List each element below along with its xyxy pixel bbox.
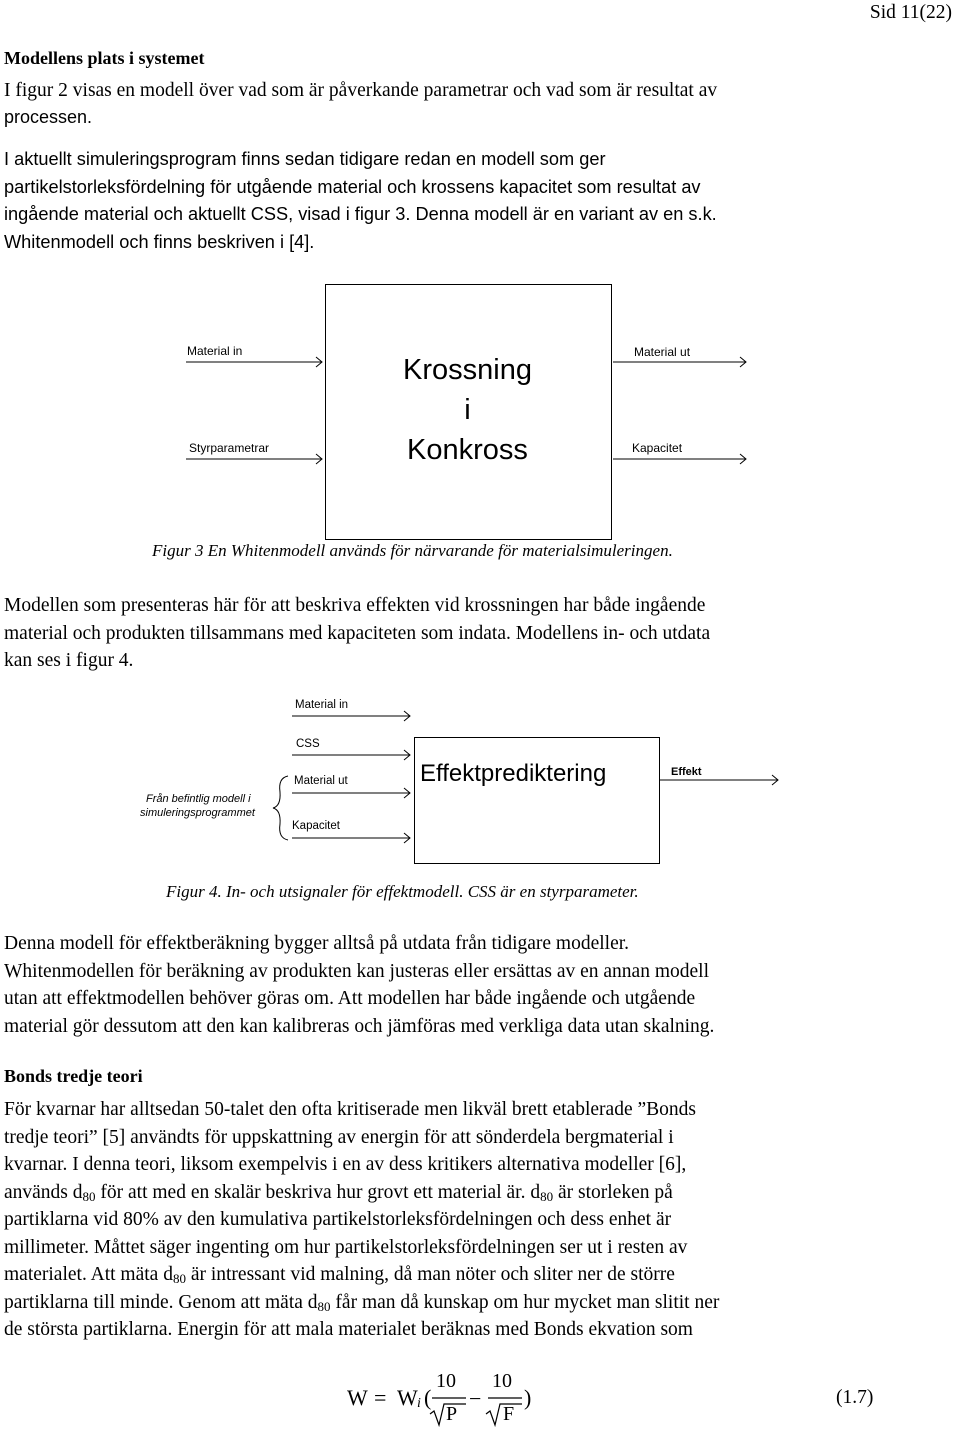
text-line: utan att effektmodellen behöver göras om. Att modellen har både ingående och utgående: [4, 988, 696, 1009]
section-heading-modellens-plats: Modellens plats i systemet: [4, 48, 205, 68]
text-line: Modellen som presenteras här för att beskriva effekten vid krossningen har både ingående: [4, 595, 706, 616]
text-line: partiklarna vid 80% av den kumulativa partikelstorleksfördelningen och dess enhet är: [4, 1209, 672, 1230]
text-line: används $d_{80}$ för att med en skalär beskriva hur grovt ett material är. $d_{80}$ är storleken på: [4, 1181, 673, 1204]
figure-4-caption: Figur 4. In- och utsignaler för effektmodell. CSS är en styrparameter.: [166, 882, 639, 901]
page-number: Sid 11(22): [869, 2, 952, 23]
eq-equals: =: [374, 1385, 387, 1410]
eq-minus: −: [469, 1386, 482, 1411]
text-line: Whitenmodellen för beräkning av produkten kan justeras eller ersättas av en annan modell: [4, 960, 709, 982]
eq-w-sub: i: [417, 1396, 421, 1411]
text-line: ingående material och aktuellt CSS, visad i figur 3. Denna modell är en variant av en s.k.: [4, 204, 717, 224]
text-line: processen.: [4, 107, 93, 127]
eq-close-paren: ): [524, 1385, 532, 1410]
text-line: partiklarna till minde. Genom att mäta $d_{80}$ får man då kunskap om hur mycket man slitit ner: [4, 1291, 720, 1314]
eq-number: (1.7): [836, 1387, 874, 1408]
figure-4-input-label: Material in: [295, 699, 349, 711]
eq-w: W: [397, 1385, 418, 1410]
figure-3-output-label: Material ut: [634, 345, 691, 359]
text-line: partikelstorleksfördelning för utgående material och krossens kapacitet som resultat av: [4, 176, 701, 197]
figure-4-input-label: CSS: [296, 738, 320, 750]
eq-num-2: 10: [492, 1370, 512, 1392]
figure-3-box-label: Krossning i Konkross: [403, 354, 532, 466]
text-line: I aktuellt simuleringsprogram finns sedan tidigare redan en modell som ger: [4, 149, 606, 169]
text-line: Denna modell för effektberäkning bygger alltså på utdata från tidigare modeller.: [4, 933, 630, 954]
text-line: I figur 2 visas en modell över vad som är påverkande parametrar och vad som är resultat av: [4, 80, 718, 101]
text-line: material gör dessutom att den kan kalibreras och jämföras med verkliga data utan skalning.: [4, 1015, 715, 1037]
text-line: För kvarnar har alltsedan 50-talet den ofta kritiserade men likväl brett etablerade ”Bonds: [4, 1099, 696, 1120]
text-line: tredje teori” [5] användts för uppskattning av energin för att sönderdela bergmaterial i: [4, 1126, 674, 1148]
text-line: kan ses i figur 4.: [4, 650, 134, 671]
figure-3-output-label: Kapacitet: [632, 441, 683, 455]
figure-4-input-label: Kapacitet: [292, 820, 340, 832]
section-heading-bonds: Bonds tredje teori: [4, 1066, 143, 1086]
eq-den-2: F: [503, 1403, 515, 1425]
text-line: millimeter. Måttet säger ingenting om hur partikelstorleksfördelningen ser ut i resten av: [4, 1236, 688, 1258]
eq-lhs: W: [347, 1385, 368, 1410]
figure-4-input-label: Material ut: [294, 775, 348, 787]
figure-3-caption: Figur 3 En Whitenmodell används för närvarande för materialsimuleringen.: [152, 541, 673, 560]
eq-num-1: 10: [436, 1370, 456, 1392]
text-line: kvarnar. I denna teori, liksom exempelvis i en av dess kritikers alternativa modeller [6],: [4, 1154, 687, 1175]
text-line: de största partiklarna. Energin för att mala materialet beräknas med Bonds ekvation som: [4, 1319, 693, 1340]
figure-3-input-label: Styrparametrar: [189, 441, 270, 455]
text-line: material och produkten tillsammans med kapaciteten som indata. Modellens in- och utdata: [4, 622, 711, 644]
text-line: Whitenmodell och finns beskriven i [4].: [4, 231, 315, 252]
figure-4-box-label: Effektprediktering: [420, 760, 607, 787]
text-line: materialet. Att mäta $d_{80}$ är intressant vid malning, då man nöter och sliter ner de större: [4, 1264, 675, 1286]
figure-4-side-note: Från befintlig modell i simuleringsprogrammet: [140, 793, 255, 819]
eq-den-1: P: [446, 1403, 458, 1425]
eq-open-paren: (: [424, 1385, 432, 1410]
figure-3-input-label: Material in: [187, 344, 243, 358]
figure-4-output-label: Effekt: [671, 766, 702, 778]
